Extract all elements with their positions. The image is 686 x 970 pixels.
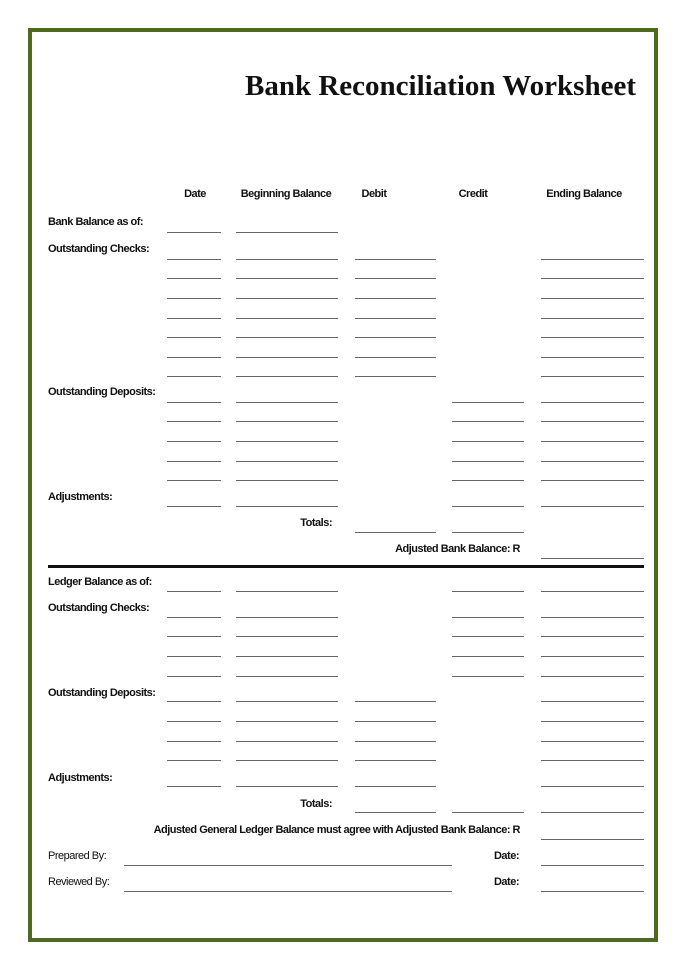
end-entry-line[interactable] xyxy=(541,421,644,422)
end-entry-line[interactable] xyxy=(541,357,644,358)
end-entry-line[interactable] xyxy=(541,741,644,742)
page-border xyxy=(28,28,658,942)
debit-entry-line[interactable] xyxy=(355,357,436,358)
begin-entry-line[interactable] xyxy=(236,441,338,442)
signature-entry-line[interactable] xyxy=(124,865,452,866)
date-entry-line[interactable] xyxy=(167,376,221,377)
begin-entry-line[interactable] xyxy=(236,298,338,299)
begin-entry-line[interactable] xyxy=(236,357,338,358)
date-entry-line[interactable] xyxy=(167,357,221,358)
date-entry-line[interactable] xyxy=(167,591,221,592)
end-entry-line[interactable] xyxy=(541,318,644,319)
credit-entry-line[interactable] xyxy=(452,656,524,657)
end-entry-line[interactable] xyxy=(541,506,644,507)
end-entry-line[interactable] xyxy=(541,812,644,813)
credit-entry-line[interactable] xyxy=(452,676,524,677)
ledger-adjustments-label: Adjustments: xyxy=(48,772,113,784)
debit-entry-line[interactable] xyxy=(355,760,436,761)
date-entry-line[interactable] xyxy=(167,741,221,742)
date-entry-line[interactable] xyxy=(167,786,221,787)
credit-entry-line[interactable] xyxy=(452,421,524,422)
end-entry-line[interactable] xyxy=(541,376,644,377)
begin-entry-line[interactable] xyxy=(236,421,338,422)
end-entry-line[interactable] xyxy=(541,337,644,338)
date-entry-line[interactable] xyxy=(167,676,221,677)
begin-entry-line[interactable] xyxy=(236,701,338,702)
date-entry-line[interactable] xyxy=(167,656,221,657)
end-entry-line[interactable] xyxy=(541,441,644,442)
begin-entry-line[interactable] xyxy=(236,506,338,507)
end-entry-line[interactable] xyxy=(541,656,644,657)
begin-entry-line[interactable] xyxy=(236,259,338,260)
prepared-by-label: Prepared By: xyxy=(48,850,107,862)
credit-entry-line[interactable] xyxy=(452,812,524,813)
end-entry-line[interactable] xyxy=(541,636,644,637)
begin-entry-line[interactable] xyxy=(236,617,338,618)
date-entry-line[interactable] xyxy=(167,232,221,233)
date-entry-line[interactable] xyxy=(167,318,221,319)
credit-entry-line[interactable] xyxy=(452,636,524,637)
begin-entry-line[interactable] xyxy=(236,721,338,722)
debit-entry-line[interactable] xyxy=(355,376,436,377)
begin-entry-line[interactable] xyxy=(236,461,338,462)
debit-entry-line[interactable] xyxy=(355,259,436,260)
credit-entry-line[interactable] xyxy=(452,506,524,507)
date-entry-line[interactable] xyxy=(167,441,221,442)
debit-entry-line[interactable] xyxy=(355,786,436,787)
debit-entry-line[interactable] xyxy=(355,741,436,742)
end-entry-line[interactable] xyxy=(541,721,644,722)
date-entry-line[interactable] xyxy=(167,480,221,481)
begin-entry-line[interactable] xyxy=(236,232,338,233)
end-entry-line[interactable] xyxy=(541,676,644,677)
debit-entry-line[interactable] xyxy=(355,701,436,702)
column-header-ending-balance: Ending Balance xyxy=(546,188,622,200)
page-title: Bank Reconciliation Worksheet xyxy=(245,70,636,102)
end-entry-line[interactable] xyxy=(541,461,644,462)
bank-adjustments-label: Adjustments: xyxy=(48,491,113,503)
credit-entry-line[interactable] xyxy=(452,461,524,462)
column-header-credit: Credit xyxy=(458,188,488,200)
begin-entry-line[interactable] xyxy=(236,480,338,481)
end-entry-line[interactable] xyxy=(541,701,644,702)
begin-entry-line[interactable] xyxy=(236,278,338,279)
bank-outstanding-checks-label: Outstanding Checks: xyxy=(48,243,150,255)
prepared-date-label: Date: xyxy=(493,850,519,862)
end-entry-line[interactable] xyxy=(541,402,644,403)
begin-entry-line[interactable] xyxy=(236,318,338,319)
ledger-outstanding-checks-label: Outstanding Checks: xyxy=(48,602,150,614)
date-entry-line[interactable] xyxy=(167,760,221,761)
debit-entry-line[interactable] xyxy=(355,721,436,722)
reviewed-date-label: Date: xyxy=(493,876,519,888)
date-entry-line[interactable] xyxy=(167,337,221,338)
date-entry-line[interactable] xyxy=(167,421,221,422)
section-divider xyxy=(48,565,644,568)
end-entry-line[interactable] xyxy=(541,891,644,892)
column-header-date: Date xyxy=(184,188,206,200)
end-entry-line[interactable] xyxy=(541,786,644,787)
reviewed-by-label: Reviewed By: xyxy=(48,876,110,888)
column-header-debit: Debit xyxy=(361,188,387,200)
column-header-beginning-balance: Beginning Balance xyxy=(240,188,332,200)
end-entry-line[interactable] xyxy=(541,617,644,618)
credit-entry-line[interactable] xyxy=(452,617,524,618)
end-entry-line[interactable] xyxy=(541,278,644,279)
date-entry-line[interactable] xyxy=(167,617,221,618)
agreement-label: Adjusted General Ledger Balance must agree with Adjusted Bank Balance: R xyxy=(153,824,520,836)
begin-entry-line[interactable] xyxy=(236,676,338,677)
date-entry-line[interactable] xyxy=(167,278,221,279)
date-entry-line[interactable] xyxy=(167,298,221,299)
end-entry-line[interactable] xyxy=(541,298,644,299)
debit-entry-line[interactable] xyxy=(355,337,436,338)
end-entry-line[interactable] xyxy=(541,591,644,592)
debit-entry-line[interactable] xyxy=(355,318,436,319)
date-entry-line[interactable] xyxy=(167,506,221,507)
begin-entry-line[interactable] xyxy=(236,402,338,403)
end-entry-line[interactable] xyxy=(541,839,644,840)
begin-entry-line[interactable] xyxy=(236,636,338,637)
date-entry-line[interactable] xyxy=(167,701,221,702)
end-entry-line[interactable] xyxy=(541,259,644,260)
credit-entry-line[interactable] xyxy=(452,532,524,533)
credit-entry-line[interactable] xyxy=(452,591,524,592)
end-entry-line[interactable] xyxy=(541,760,644,761)
end-entry-line[interactable] xyxy=(541,480,644,481)
ledger-totals-label: Totals: xyxy=(300,798,332,810)
date-entry-line[interactable] xyxy=(167,461,221,462)
ledger-outstanding-deposits-label: Outstanding Deposits: xyxy=(48,687,156,699)
date-entry-line[interactable] xyxy=(167,402,221,403)
bank-balance-label: Bank Balance as of: xyxy=(48,216,144,228)
begin-entry-line[interactable] xyxy=(236,741,338,742)
begin-entry-line[interactable] xyxy=(236,786,338,787)
begin-entry-line[interactable] xyxy=(236,591,338,592)
credit-entry-line[interactable] xyxy=(452,402,524,403)
debit-entry-line[interactable] xyxy=(355,532,436,533)
debit-entry-line[interactable] xyxy=(355,278,436,279)
begin-entry-line[interactable] xyxy=(236,337,338,338)
begin-entry-line[interactable] xyxy=(236,376,338,377)
credit-entry-line[interactable] xyxy=(452,480,524,481)
end-entry-line[interactable] xyxy=(541,558,644,559)
end-entry-line[interactable] xyxy=(541,865,644,866)
begin-entry-line[interactable] xyxy=(236,656,338,657)
adjusted-bank-balance-label: Adjusted Bank Balance: R xyxy=(395,543,520,555)
bank-totals-label: Totals: xyxy=(300,517,332,529)
ledger-balance-label: Ledger Balance as of: xyxy=(48,576,152,588)
date-entry-line[interactable] xyxy=(167,721,221,722)
debit-entry-line[interactable] xyxy=(355,298,436,299)
begin-entry-line[interactable] xyxy=(236,760,338,761)
debit-entry-line[interactable] xyxy=(355,812,436,813)
bank-outstanding-deposits-label: Outstanding Deposits: xyxy=(48,386,156,398)
credit-entry-line[interactable] xyxy=(452,441,524,442)
date-entry-line[interactable] xyxy=(167,259,221,260)
signature-entry-line[interactable] xyxy=(124,891,452,892)
date-entry-line[interactable] xyxy=(167,636,221,637)
